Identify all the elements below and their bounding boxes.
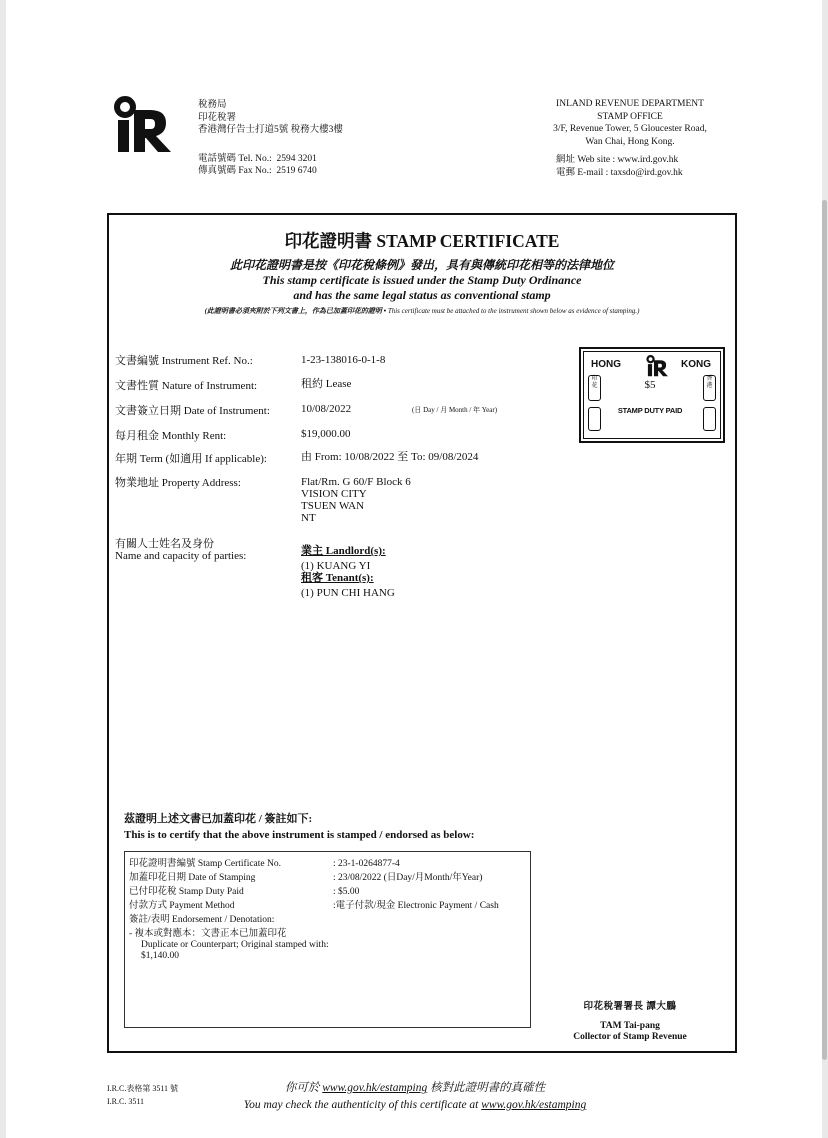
nature-value: 租約 Lease — [301, 378, 352, 390]
verification-link-en[interactable]: www.gov.hk/estamping — [481, 1099, 587, 1111]
stamp-ornament-left — [588, 407, 601, 431]
certification-cn: 茲證明上述文書已加蓋印花 / 簽註如下: — [124, 813, 313, 825]
endorsement-en: Duplicate or Counterpart; Original stamped with: — [141, 940, 329, 950]
legal-notice-en-1: This stamp certificate is issued under the Stamp Duty Ordinance — [262, 273, 582, 287]
stamp-ornament-right — [703, 407, 716, 431]
date-value: 10/08/2022 — [301, 403, 352, 415]
header-contact-left — [198, 99, 343, 178]
parties-label — [115, 538, 246, 562]
left-margin-strip — [0, 0, 6, 1138]
verification-cn-suffix: 核對此證明書的真確性 — [427, 1082, 546, 1094]
nature-label: 文書性質 Nature of Instrument: — [115, 380, 258, 392]
stamp-hong: HONG — [591, 359, 621, 370]
stamp-paid-label: STAMP DUTY PAID — [617, 406, 683, 415]
office-name-en: STAMP OFFICE — [597, 111, 663, 122]
verification-en — [180, 1097, 650, 1114]
address-line: Flat/Rm. G 60/F Block 6 — [301, 476, 411, 488]
parties-label-cn: 有關人士姓名及身份 — [115, 538, 214, 550]
collector-title-cn: 印花稅署署長 譚大鵬 — [583, 1002, 677, 1012]
address-cn: 香港灣仔告士打道5號 稅務大樓3樓 — [198, 125, 343, 135]
ird-logo-icon — [112, 96, 172, 154]
stamp-duty-paid-stamp — [579, 347, 725, 443]
attachment-notice-en: This certificate must be attached to the instrument shown below as evidence of stamping.) — [387, 307, 640, 315]
endorsement-amount: $1,140.00 — [141, 951, 179, 961]
endorsement-cn: - 複本或對應本：文書正本已加蓋印花 — [129, 929, 287, 939]
term-label: 年期 Term (如適用 If applicable): — [115, 453, 267, 465]
stamp-amount: $5 — [644, 379, 656, 391]
stamping-details-box — [124, 851, 531, 1028]
vertical-scrollbar[interactable] — [822, 200, 827, 1060]
verification-cn — [180, 1080, 650, 1097]
address-line: VISION CITY — [301, 488, 367, 500]
certificate-title: 印花證明書 STAMP CERTIFICATE — [284, 231, 560, 251]
stamp-seal-left: 印花 — [588, 375, 601, 401]
stamp-kong: KONG — [681, 359, 711, 370]
address-line-2: Wan Chai, Hong Kong. — [585, 136, 675, 147]
address-value — [301, 476, 411, 524]
stamp-seal-right: 香港 — [703, 375, 716, 401]
verification-notice — [180, 1080, 650, 1114]
fax-line — [198, 165, 343, 178]
ref-value: 1-23-138016-0-1-8 — [301, 354, 386, 366]
date-format-hint: (日 Day / 月 Month / 年 Year) — [412, 406, 498, 414]
certification-statement — [124, 811, 474, 843]
telephone-line — [198, 153, 343, 166]
stamping-date-label: 加蓋印花日期 Date of Stamping — [129, 873, 256, 883]
address-line: NT — [301, 512, 316, 524]
payment-method-label: 付款方式 Payment Method — [129, 901, 235, 911]
address-label: 物業地址 Property Address: — [115, 477, 241, 489]
tenant-header: 租客 Tenant(s): — [301, 572, 374, 584]
payment-method-value: :電子付款/現金 Electronic Payment / Cash — [333, 901, 499, 911]
parties-value — [301, 545, 395, 599]
term-value: 由 From: 10/08/2022 至 To: 09/08/2024 — [301, 451, 479, 463]
legal-notice — [107, 258, 737, 303]
tenant-name: (1) PUN CHI HANG — [301, 587, 395, 599]
date-label: 文書簽立日期 Date of Instrument: — [115, 405, 270, 417]
rent-value: $19,000.00 — [301, 428, 351, 440]
stamping-date-value: : 23/08/2022 (日Day/月Month/年Year) — [333, 873, 483, 883]
form-number-en: I.R.C. 3511 — [107, 1097, 145, 1106]
duty-paid-value: : $5.00 — [333, 887, 360, 897]
office-name-cn: 印花稅署 — [198, 112, 237, 123]
department-name-en: INLAND REVENUE DEPARTMENT — [556, 99, 704, 109]
fax-number: 2519 6740 — [276, 166, 317, 176]
verification-link-cn[interactable]: www.gov.hk/estamping — [322, 1082, 428, 1094]
attachment-notice-cn: (此證明書必須夾附於下列文書上，作為已加蓋印花的證明 • — [204, 307, 387, 315]
website-line: 網址 Web site : www.ird.gov.hk — [556, 155, 679, 165]
endorsement-label: 簽註/表明 Endorsement / Denotation: — [129, 915, 275, 925]
collector-title-en: Collector of Stamp Revenue — [573, 1032, 687, 1042]
legal-notice-cn: 此印花證明書是按《印花稅條例》發出，具有與傳統印花相等的法律地位 — [229, 258, 614, 272]
verification-cn-prefix: 你可於 — [284, 1082, 323, 1094]
collector-signature — [540, 1002, 720, 1043]
address-line-1: 3/F, Revenue Tower, 5 Gloucester Road, — [553, 124, 707, 134]
attachment-notice — [112, 306, 732, 316]
verification-en-prefix: You may check the authenticity of this certificate at — [243, 1099, 482, 1111]
header-contact-right — [520, 98, 740, 179]
parties-label-en: Name and capacity of parties: — [115, 550, 247, 562]
fax-label: 傳真號碼 Fax No.: — [198, 166, 272, 176]
ref-label: 文書編號 Instrument Ref. No.: — [115, 355, 253, 367]
email-line: 電郵 E-mail : taxsdo@ird.gov.hk — [556, 167, 683, 178]
collector-name-en: TAM Tai-pang — [600, 1021, 660, 1031]
duty-paid-label: 已付印花稅 Stamp Duty Paid — [129, 887, 244, 897]
department-name-cn: 稅務局 — [198, 100, 227, 110]
address-line: TSUEN WAN — [301, 500, 365, 512]
legal-notice-en-2: and has the same legal status as conventional stamp — [293, 288, 551, 302]
form-number — [107, 1082, 178, 1108]
landlord-name: (1) KUANG YI — [301, 560, 371, 572]
form-number-cn: I.R.C.表格第 3511 號 — [107, 1084, 179, 1093]
tel-number: 2594 3201 — [276, 153, 317, 164]
cert-no-value: : 23-1-0264877-4 — [333, 859, 400, 869]
tel-label: 電話號碼 Tel. No.: — [198, 153, 272, 164]
cert-no-label: 印花證明書編號 Stamp Certificate No. — [129, 859, 281, 869]
certification-en: This is to certify that the above instrument is stamped / endorsed as below: — [124, 829, 475, 841]
stamp-ird-logo-icon — [644, 355, 670, 377]
rent-label: 每月租金 Monthly Rent: — [115, 430, 227, 442]
landlord-header: 業主 Landlord(s): — [301, 545, 386, 557]
